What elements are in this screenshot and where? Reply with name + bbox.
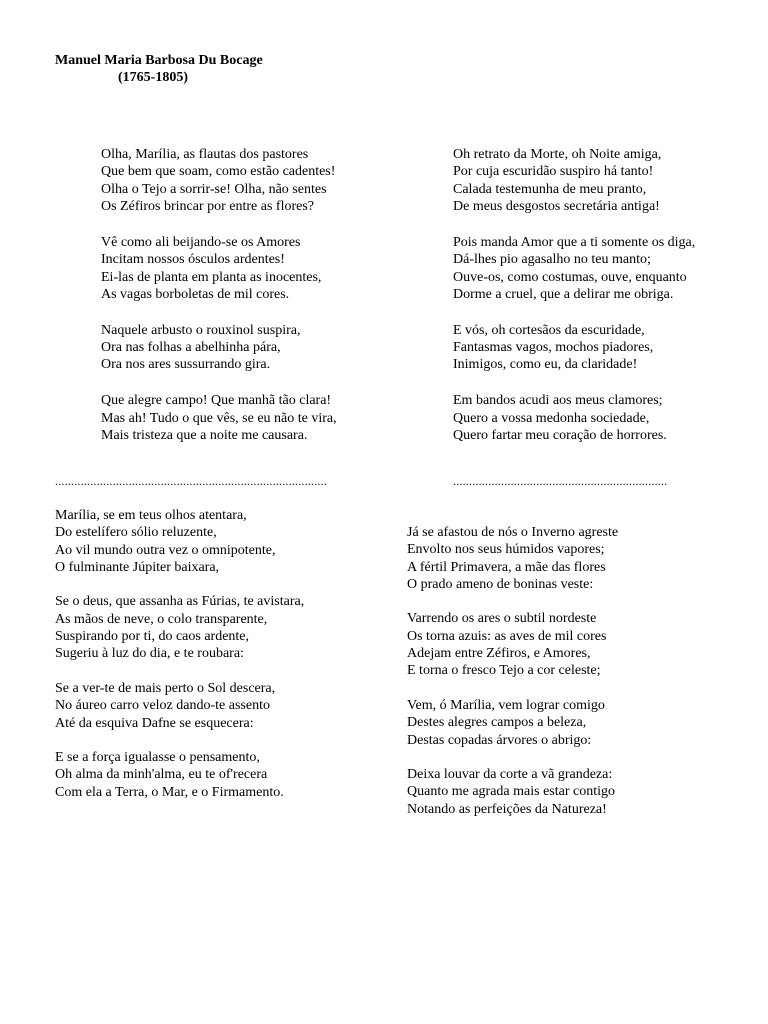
verse-line: Mas ah! Tudo o que vês, se eu não te vira, [101,410,337,426]
verse-line: Pois manda Amor que a ti somente os diga, [453,235,696,251]
verse-line: Deixa louvar da corte a vã grandeza: [407,767,613,783]
verse-line: Marília, se em teus olhos atentara, [55,508,247,523]
verse-line: Quanto me agrada mais estar contigo [407,784,615,800]
stanza [453,146,695,215]
verse-line: De meus desgostos secretária antiga! [453,198,660,214]
stanza [407,610,618,679]
sonnet-1 [101,146,337,444]
verse-line: A fértil Primavera, a mãe das flores [407,559,606,575]
stanza [55,593,304,662]
verse-line: Do estelífero sólio reluzente, [55,525,217,541]
verse-line: Calada testemunha de meu pranto, [453,181,647,197]
verse-line: Ei-las de planta em planta as inocentes, [101,269,322,285]
separator-left: ..................................................................................... [55,474,327,488]
verse-line: Que bem que soam, como estão cadentes! [101,164,336,180]
author-name: Manuel Maria Barbosa Du Bocage [55,53,263,68]
verse-line: Sugeriu à luz do dia, e te roubara: [55,646,244,662]
verse-line: Naquele arbusto o rouxinol suspira, [101,322,301,338]
verse-line: Oh alma da minh'alma, eu te of'recera [55,767,268,783]
verse-line: Destes alegres campos a beleza, [407,715,587,731]
verse-line: Dá-lhes pio agasalho no teu manto; [453,252,651,268]
sonnet-2 [453,146,695,444]
verse-line: Fantasmas vagos, mochos piadores, [453,340,654,356]
stanza [407,766,618,818]
stanza [55,507,304,576]
verse-line: Em bandos acudi aos meus clamores; [453,393,663,409]
verse-line: As vagas borboletas de mil cores. [101,287,290,303]
verse-line: Olha o Tejo a sorrir-se! Olha, não sentes [101,181,327,197]
stanza [55,749,304,801]
stanza [453,234,695,303]
stanza [407,697,618,749]
verse-line: Ao vil mundo outra vez o omnipotente, [55,542,276,558]
verse-line: Dorme a cruel, que a delirar me obriga. [453,287,674,303]
verse-line: Se a ver-te de mais perto o Sol descera, [55,680,276,696]
verse-line: Vem, ó Marília, vem lograr comigo [407,697,605,713]
verse-line: Oh retrato da Morte, oh Noite amiga, [453,147,662,162]
verse-line: Olha, Marília, as flautas dos pastores [101,147,309,162]
stanza [101,146,337,215]
verse-line: Ora nos ares sussurrando gira. [101,357,271,373]
verse-line: Adejam entre Zéfiros, e Amores, [407,646,591,662]
verse-line: E se a força igualasse o pensamento, [55,750,260,766]
verse-line: E vós, oh cortesãos da escuridade, [453,322,645,338]
verse-line: E torna o fresco Tejo a cor celeste; [407,663,601,679]
stanza [55,680,304,732]
verse-line: Vê como ali beijando-se os Amores [101,235,301,251]
stanza [101,234,337,303]
verse-line: Quero fartar meu coração de horrores. [453,427,667,443]
stanza [101,322,337,374]
verse-line: Notando as perfeições da Natureza! [407,801,607,817]
verse-line: Quero a vossa medonha sociedade, [453,410,650,426]
verse-line: Mais tristeza que a noite me causara. [101,427,308,443]
verse-line: No áureo carro veloz dando-te assento [55,698,270,714]
verse-line: Com ela a Terra, o Mar, e o Firmamento. [55,784,284,800]
author-dates: (1765-1805) [118,70,188,85]
verse-line: Os torna azuis: as aves de mil cores [407,628,607,644]
verse-line: Ora nas folhas a abelhinha pára, [101,340,281,356]
verse-line: Incitam nossos ósculos ardentes! [101,252,285,268]
stanza [407,524,618,593]
sonnet-4 [407,524,618,818]
verse-line: Os Zéfiros brincar por entre as flores? [101,198,315,214]
stanza [101,392,337,444]
stanza [453,322,695,374]
verse-line: Ouve-os, como costumas, ouve, enquanto [453,269,687,285]
verse-line: Por cuja escuridão suspiro há tanto! [453,164,654,180]
verse-line: Já se afastou de nós o Inverno agreste [407,525,619,540]
verse-line: O fulminante Júpiter baixara, [55,559,220,575]
verse-line: Se o deus, que assanha as Fúrias, te avistara, [55,594,305,610]
verse-line: Destas copadas árvores o abrigo: [407,732,592,748]
verse-line: Envolto nos seus húmidos vapores; [407,542,605,558]
verse-line: As mãos de neve, o colo transparente, [55,611,268,627]
verse-line: Até da esquiva Dafne se esquecera: [55,715,254,731]
verse-line: Suspirando por ti, do caos ardente, [55,629,250,645]
verse-line: Varrendo os ares o subtil nordeste [407,611,597,627]
verse-line: Que alegre campo! Que manhã tão clara! [101,393,332,409]
separator-right: ................................................................... [453,474,668,488]
sonnet-3 [55,507,304,801]
verse-line: Inimigos, como eu, da claridade! [453,357,638,373]
verse-line: O prado ameno de boninas veste: [407,576,594,592]
stanza [453,392,695,444]
